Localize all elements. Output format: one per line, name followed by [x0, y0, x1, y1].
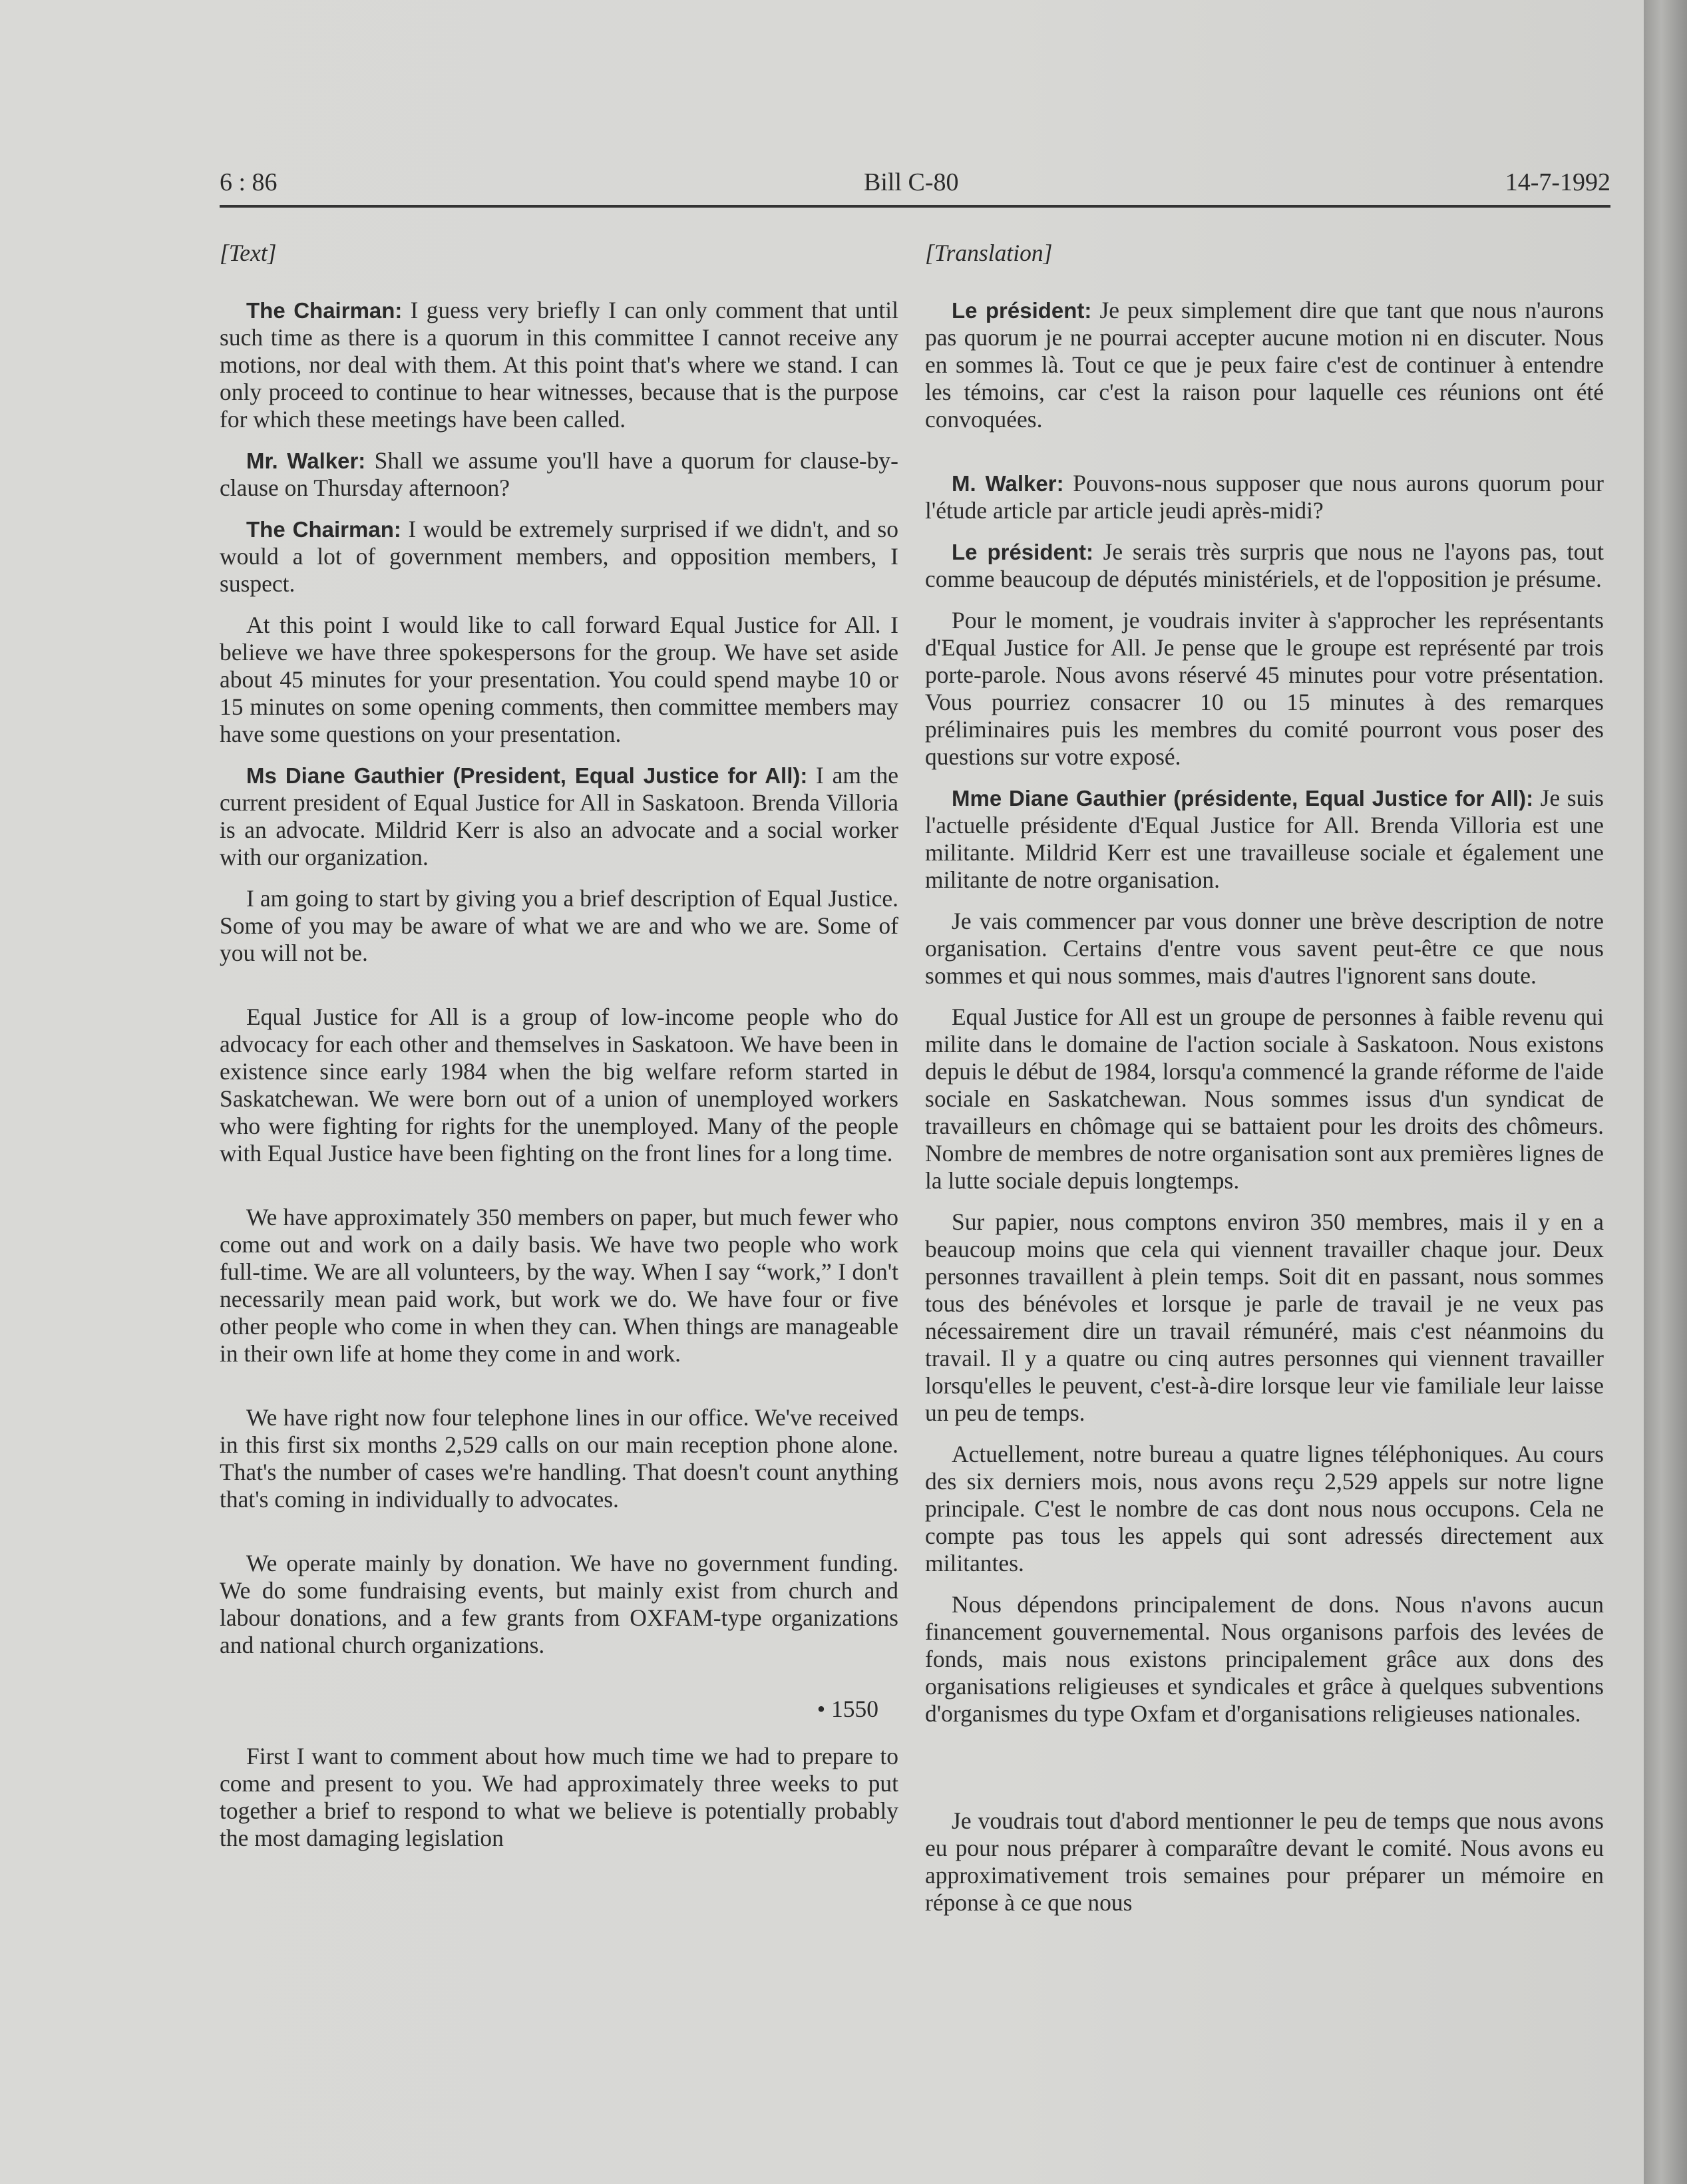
speaker-name: Ms Diane Gauthier (President, Equal Justice for All): — [246, 763, 808, 788]
book-binding — [1644, 0, 1687, 2184]
paragraph: Equal Justice for All is a group of low-income people who do advocacy for each other and themselves in Saskatoon. We have been in existence since early 1984 when the big welfare reform started in Saskatchewan. We were born out of a union of unemployed workers who were fighting for rights for the unemployed. Many of the people with Equal Justice have been fighting on the front lines for a long time. — [220, 1003, 898, 1167]
paragraph: First I want to comment about how much time we had to prepare to come and present to you. We had approximately three weeks to put together a brief to respond to what we believe is potentially probably the most damaging legislation — [220, 1743, 898, 1851]
speaker-name: Le président: — [952, 540, 1093, 564]
paragraph: Mme Diane Gauthier (présidente, Equal Justice for All): Je suis l'actuelle présidente d'Equal Justice for All. Brenda Villoria est une militante. Mildrid Kerr est une travailleuse sociale et également une militante de notre organisation. — [925, 785, 1604, 893]
speaker-name: The Chairman: — [246, 517, 401, 542]
english-column — [220, 240, 898, 1866]
timestamp: • 1550 — [817, 1696, 878, 1722]
translation-marker: [Translation] — [925, 240, 1053, 266]
paragraph: Je voudrais tout d'abord mentionner le peu de temps que nous avons eu pour nous préparer à comparaître devant le comité. Nous avons eu approximativement trois semaines pour préparer un mémoire en réponse à ce que nous — [925, 1807, 1604, 1916]
paragraph: I am going to start by giving you a brief description of Equal Justice. Some of you may be aware of what we are and who we are. Some of you will not be. — [220, 885, 898, 966]
paragraph: We have right now four telephone lines in our office. We've received in this first six months 2,529 calls on our main reception phone alone. That's the number of cases we're handling. That doesn't count anything that's coming in individually to advocates. — [220, 1404, 898, 1513]
speaker-name: Mr. Walker: — [246, 449, 366, 473]
page-header — [220, 165, 1610, 208]
page-number: 6 : 86 — [220, 168, 278, 196]
paragraph: Sur papier, nous comptons environ 350 membres, mais il y en a beaucoup moins que cela qui viennent travailler chaque jour. Deux personnes travaillent à plein temps. Soit dit en passant, nous sommes tous des bénévoles et lorsque je parle de travail je ne veux pas nécessairement dire un travail rémunéré, mais c'est néanmoins du travail. Il y a quatre ou cinq autres personnes qui viennent travailler lorsqu'elles le peuvent, c'est-à-dire lorsque leur vie familiale leur laisse un peu de temps. — [925, 1208, 1604, 1426]
paragraph: At this point I would like to call forward Equal Justice for All. I believe we have three spokespersons for the group. We have set aside about 45 minutes for your presentation. You could spend maybe 10 or 15 minutes on some opening comments, then committee members may have some questions on your presentation. — [220, 612, 898, 747]
paragraph: Le président: Je serais très surpris que nous ne l'ayons pas, tout comme beaucoup de députés ministériels, et de l'opposition je présume. — [925, 538, 1604, 592]
paragraph: Ms Diane Gauthier (President, Equal Justice for All): I am the current president of Equal Justice for All in Saskatoon. Brenda Villoria is an advocate. Mildrid Kerr is also an advocate and a social worker with our organization. — [220, 762, 899, 870]
paragraph: The Chairman: I guess very briefly I can only comment that until such time as there is a quorum in this committee I cannot receive any motions, nor deal with them. At this point that's where we stand. I can only proceed to continue to hear witnesses, because that is the purpose for which these meetings have been called. — [220, 297, 898, 433]
document-title: Bill C-80 — [864, 168, 959, 196]
speaker-name: The Chairman: — [246, 298, 403, 323]
paragraph: Pour le moment, je voudrais inviter à s'approcher les représentants d'Equal Justice for All. Je pense que le groupe est représenté par trois porte-parole. Nous avons réservé 45 minutes pour votre présentation. Vous pourriez consacrer 10 ou 15 minutes à des remarques préliminaires puis les membres du comité pourront vous poser des questions sur votre exposé. — [925, 607, 1604, 770]
speaker-name: M. Walker: — [952, 471, 1064, 496]
speaker-name: Le président: — [952, 298, 1092, 323]
paragraph: The Chairman: I would be extremely surprised if we didn't, and so would a lot of government members, and opposition members, I suspect. — [220, 516, 898, 597]
document-date: 14-7-1992 — [1505, 168, 1610, 196]
french-column — [925, 240, 1604, 1930]
text-marker: [Text] — [220, 240, 277, 266]
paragraph: Equal Justice for All est un groupe de personnes à faible revenu qui milite dans le domaine de l'action sociale à Saskatoon. Nous existons depuis le début de 1984, lorsqu'a commencé la grande réforme de l'aide sociale en Saskatchewan. Nous sommes issus d'un syndicat de travailleurs en chômage qui se battaient pour les droits des chômeurs. Nombre de membres de notre organisation sont aux premières lignes de la lutte sociale depuis longtemps. — [925, 1003, 1604, 1194]
paragraph: We have approximately 350 members on paper, but much fewer who come out and work on a daily basis. We have two people who work full-time. We are all volunteers, by the way. When I say “work,” I don't necessarily mean paid work, but work we do. We have four or five other people who come in when they can. When things are manageable in their own life at home they come in and work. — [220, 1204, 898, 1367]
paragraph: We operate mainly by donation. We have no government funding. We do some fundraising events, but mainly exist from church and labour donations, and a few grants from OXFAM-type organizations and national church organizations. — [220, 1550, 898, 1658]
speaker-name: Mme Diane Gauthier (présidente, Equal Justice for All): — [952, 786, 1534, 811]
paragraph: Nous dépendons principalement de dons. Nous n'avons aucun financement gouvernemental. Nous organisons parfois des levées de fonds, mais nous existons principalement grâce aux dons des organisations religieuses et syndicales et grâce à quelques subventions d'organismes du type Oxfam et d'organisations religieuses nationales. — [925, 1591, 1604, 1727]
paragraph: Je vais commencer par vous donner une brève description de notre organisation. Certains d'entre vous savent peut-être ce que nous sommes et qui nous sommes, mais d'autres l'ignorent sans doute. — [925, 908, 1604, 989]
paragraph: Mr. Walker: Shall we assume you'll have a quorum for clause-by-clause on Thursday afternoon? — [220, 447, 898, 501]
paragraph: M. Walker: Pouvons-nous supposer que nous aurons quorum pour l'étude article par article jeudi après-midi? — [925, 470, 1604, 524]
paragraph: Actuellement, notre bureau a quatre lignes téléphoniques. Au cours des six derniers mois, nous avons reçu 2,529 appels sur notre ligne principale. C'est le nombre de cas dont nous nous occupons. Cela ne compte pas tous les appels qui sont adressés directement aux militantes. — [925, 1441, 1604, 1576]
paragraph: Le président: Je peux simplement dire que tant que nous n'aurons pas quorum je ne pourrai accepter aucune motion ni en discuter. Nous en sommes là. Tout ce que je peux faire c'est de continuer à entendre les témoins, car c'est la raison pour laquelle ces réunions ont été convoquées. — [925, 297, 1604, 433]
